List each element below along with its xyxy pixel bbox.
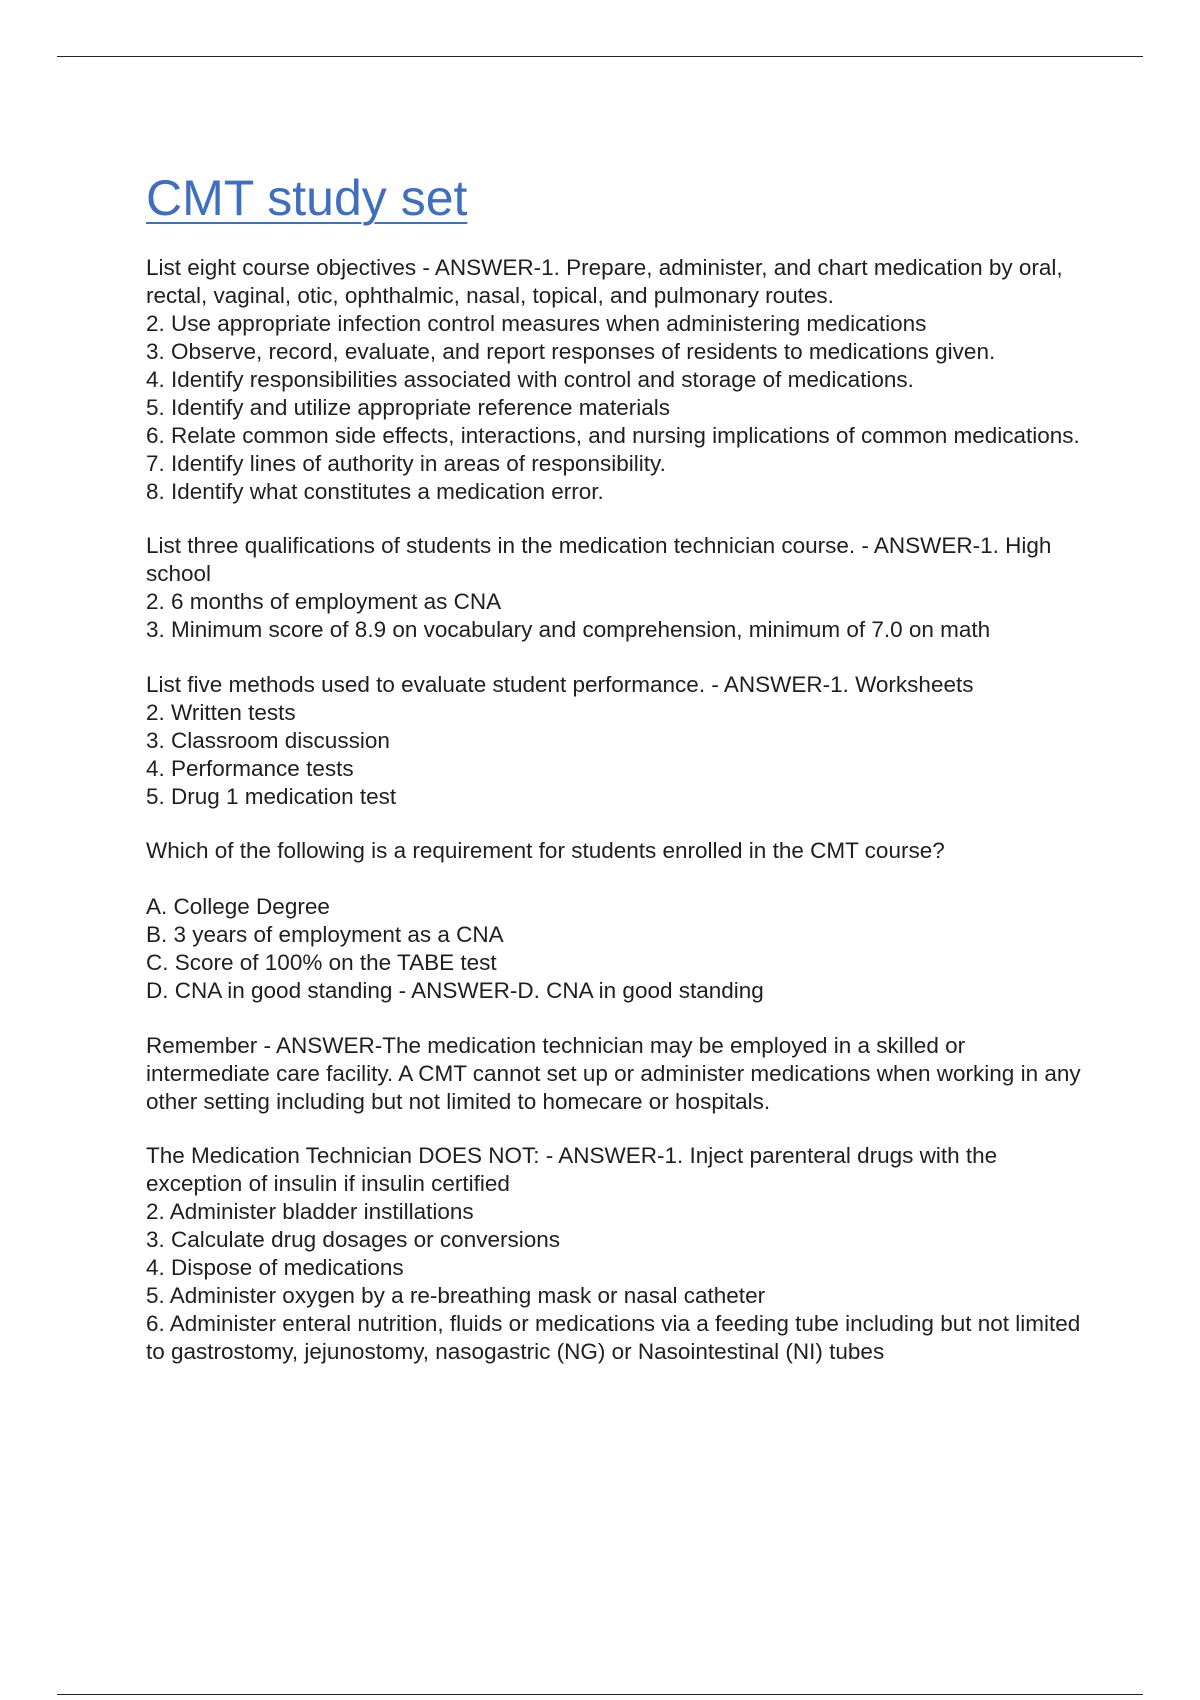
page-bottom-rule <box>57 1694 1143 1695</box>
answer-options <box>146 893 1086 1005</box>
answer-option: D. CNA in good standing - ANSWER-D. CNA in good standing <box>146 978 764 1003</box>
qa-line: 7. Identify lines of authority in areas of responsibility. <box>146 450 666 476</box>
qa-line: The Medication Technician DOES NOT: - ANSWER-1. Inject parenteral drugs with the exception of insulin if insulin certified <box>146 1143 998 1196</box>
document-body <box>146 170 1086 1393</box>
answer-option: C. Score of 100% on the TABE test <box>146 950 497 975</box>
qa-line: 2. Use appropriate infection control measures when administering medications <box>146 310 927 336</box>
qa-line: 3. Classroom discussion <box>146 727 390 753</box>
qa-line: 3. Calculate drug dosages or conversions <box>146 1227 560 1252</box>
qa-line: 2. 6 months of employment as CNA <box>146 589 502 614</box>
qa-line: 4. Identify responsibilities associated with control and storage of medications. <box>146 366 914 392</box>
qa-line: 5. Identify and utilize appropriate reference materials <box>146 394 671 420</box>
qa-line: 2. Written tests <box>146 699 296 725</box>
qa-question: Which of the following is a requirement for students enrolled in the CMT course? <box>146 838 945 863</box>
qa-line: List five methods used to evaluate student performance. - ANSWER-1. Worksheets <box>146 671 974 697</box>
qa-line: 6. Administer enteral nutrition, fluids or medications via a feeding tube including but not limited to gastrostomy, jejunostomy, nasogastric (NG) or Nasointestinal (NI) tubes <box>146 1311 1081 1364</box>
qa-remember <box>146 1032 1086 1116</box>
qa-line: List eight course objectives - ANSWER-1. Prepare, administer, and chart medication by oral, rectal, vaginal, otic, ophthalmic, nasal, topical, and pulmonary routes. <box>146 254 1063 308</box>
qa-line: 6. Relate common side effects, interactions, and nursing implications of common medications. <box>146 422 1080 448</box>
qa-line: 4. Performance tests <box>146 755 354 781</box>
qa-student-qualifications <box>146 532 1086 644</box>
qa-evaluation-methods <box>146 671 1086 811</box>
page-top-rule <box>57 56 1143 57</box>
qa-line: 4. Dispose of medications <box>146 1255 404 1280</box>
answer-option: A. College Degree <box>146 894 330 919</box>
qa-line: Remember - ANSWER-The medication technician may be employed in a skilled or intermediate care facility. A CMT cannot set up or administer medications when working in any other setting including but not limited to homecare or hospitals. <box>146 1032 1081 1114</box>
qa-line: 2. Administer bladder instillations <box>146 1199 474 1224</box>
qa-course-objectives <box>146 254 1086 506</box>
answer-option: B. 3 years of employment as a CNA <box>146 922 504 947</box>
qa-enrollment-requirement <box>146 837 1086 1005</box>
qa-does-not <box>146 1142 1086 1366</box>
document-title[interactable]: CMT study set <box>146 170 468 226</box>
qa-line: 5. Drug 1 medication test <box>146 783 397 809</box>
qa-line: 8. Identify what constitutes a medication error. <box>146 478 604 504</box>
qa-line: 3. Observe, record, evaluate, and report responses of residents to medications given. <box>146 338 996 364</box>
qa-line: List three qualifications of students in the medication technician course. - ANSWER-1. High school <box>146 533 1052 586</box>
qa-line: 5. Administer oxygen by a re-breathing mask or nasal catheter <box>146 1283 766 1308</box>
qa-line: 3. Minimum score of 8.9 on vocabulary and comprehension, minimum of 7.0 on math <box>146 617 991 642</box>
